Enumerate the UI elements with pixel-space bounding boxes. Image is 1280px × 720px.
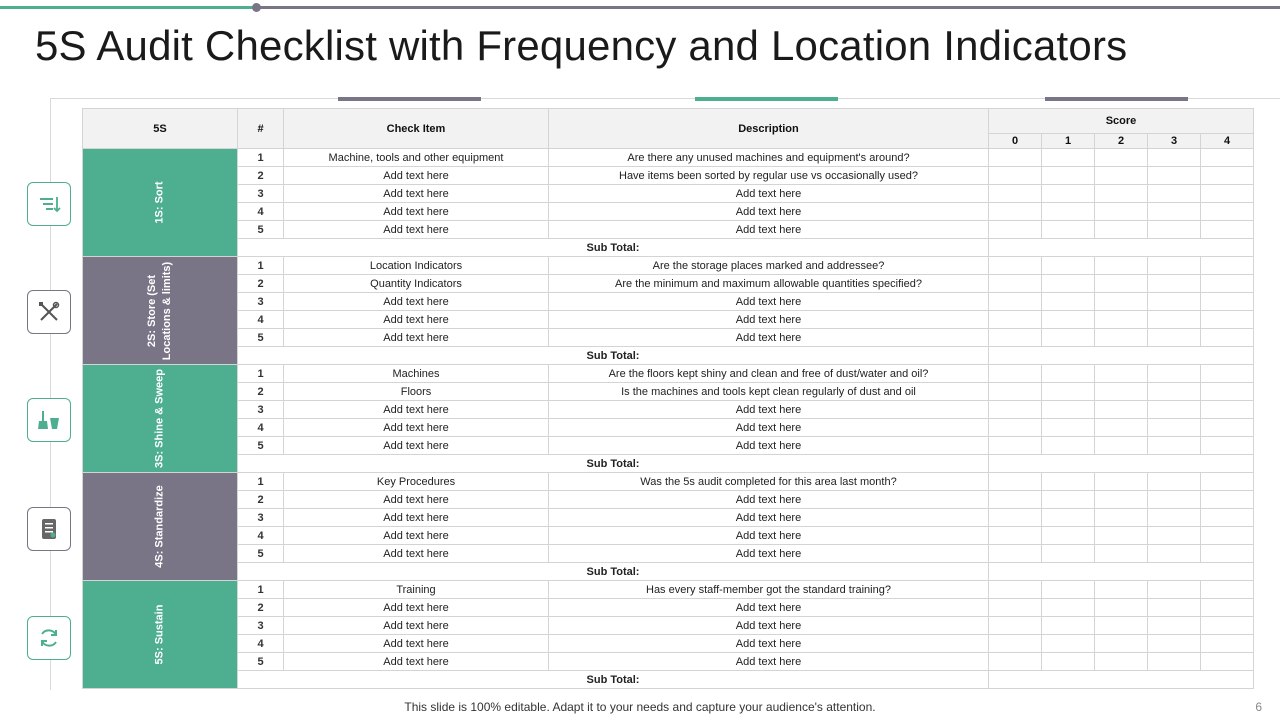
score-cell[interactable] <box>989 149 1042 167</box>
section-label-cell <box>83 257 238 365</box>
row-number: 5 <box>238 437 284 455</box>
table-row <box>83 653 1254 671</box>
score-cell[interactable] <box>1042 509 1095 527</box>
score-level: 4 <box>1201 134 1254 149</box>
table-row <box>83 275 1254 293</box>
check-item-cell[interactable]: Add text here <box>284 293 549 311</box>
score-cell[interactable] <box>1201 599 1254 617</box>
score-cell[interactable] <box>1095 293 1148 311</box>
score-cell[interactable] <box>1148 149 1201 167</box>
score-cell[interactable] <box>1095 419 1148 437</box>
score-cell[interactable] <box>1148 383 1201 401</box>
score-cell[interactable] <box>1148 509 1201 527</box>
description-cell[interactable]: Add text here <box>549 329 989 347</box>
row-number: 1 <box>238 473 284 491</box>
check-item-cell[interactable]: Add text here <box>284 167 549 185</box>
subtotal-label: Sub Total: <box>238 455 989 473</box>
score-cell[interactable] <box>1201 383 1254 401</box>
row-number: 3 <box>238 185 284 203</box>
score-cell[interactable] <box>1042 311 1095 329</box>
table-row <box>83 473 1254 491</box>
score-cell[interactable] <box>1042 437 1095 455</box>
score-cell[interactable] <box>1095 149 1148 167</box>
description-cell[interactable]: Add text here <box>549 185 989 203</box>
table-row <box>83 617 1254 635</box>
subtotal-label: Sub Total: <box>238 239 989 257</box>
score-cell[interactable] <box>1201 653 1254 671</box>
score-cell[interactable] <box>1201 221 1254 239</box>
score-cell[interactable] <box>1201 149 1254 167</box>
check-item-cell[interactable]: Add text here <box>284 437 549 455</box>
check-item-cell[interactable]: Add text here <box>284 329 549 347</box>
score-cell[interactable] <box>1042 329 1095 347</box>
header-row <box>83 109 1254 134</box>
score-cell[interactable] <box>1201 185 1254 203</box>
score-cell[interactable] <box>1042 599 1095 617</box>
score-cell[interactable] <box>989 545 1042 563</box>
check-item-cell[interactable]: Add text here <box>284 635 549 653</box>
table-row <box>83 221 1254 239</box>
score-cell[interactable] <box>1201 635 1254 653</box>
row-number: 2 <box>238 383 284 401</box>
score-cell[interactable] <box>1042 635 1095 653</box>
score-cell[interactable] <box>1148 257 1201 275</box>
subtotal-row <box>83 455 1254 473</box>
row-number: 5 <box>238 221 284 239</box>
document-icon-glyph <box>36 516 62 542</box>
score-cell[interactable] <box>1201 617 1254 635</box>
score-cell[interactable] <box>1095 437 1148 455</box>
section-label-cell <box>83 149 238 257</box>
score-cell[interactable] <box>1148 527 1201 545</box>
sort-icon-glyph <box>36 191 62 217</box>
subtotal-row <box>83 239 1254 257</box>
score-cell[interactable] <box>989 491 1042 509</box>
check-item-cell[interactable]: Quantity Indicators <box>284 275 549 293</box>
check-item-cell[interactable]: Key Procedures <box>284 473 549 491</box>
score-cell[interactable] <box>1095 581 1148 599</box>
table-row <box>83 635 1254 653</box>
table-row <box>83 437 1254 455</box>
score-cell[interactable] <box>989 257 1042 275</box>
score-cell[interactable] <box>1095 491 1148 509</box>
section-label: 1S: Sort <box>153 181 166 224</box>
score-cell[interactable] <box>989 383 1042 401</box>
score-cell[interactable] <box>1095 365 1148 383</box>
subtotal-value[interactable] <box>989 347 1254 365</box>
description-cell[interactable]: Add text here <box>549 401 989 419</box>
score-cell[interactable] <box>1095 329 1148 347</box>
score-cell[interactable] <box>1042 167 1095 185</box>
header-description: Description <box>549 109 989 149</box>
score-cell[interactable] <box>1148 401 1201 419</box>
subtotal-value[interactable] <box>989 239 1254 257</box>
score-cell[interactable] <box>989 311 1042 329</box>
row-number: 5 <box>238 545 284 563</box>
score-cell[interactable] <box>1148 581 1201 599</box>
score-cell[interactable] <box>1201 545 1254 563</box>
score-cell[interactable] <box>1201 401 1254 419</box>
score-cell[interactable] <box>1148 185 1201 203</box>
table-row <box>83 257 1254 275</box>
check-item-cell[interactable]: Floors <box>284 383 549 401</box>
row-number: 3 <box>238 293 284 311</box>
row-number: 5 <box>238 329 284 347</box>
score-cell[interactable] <box>1095 545 1148 563</box>
description-cell[interactable]: Add text here <box>549 311 989 329</box>
table-row <box>83 581 1254 599</box>
check-item-cell[interactable]: Add text here <box>284 419 549 437</box>
check-item-cell[interactable]: Training <box>284 581 549 599</box>
score-cell[interactable] <box>1042 293 1095 311</box>
row-number: 3 <box>238 617 284 635</box>
score-cell[interactable] <box>1148 473 1201 491</box>
score-cell[interactable] <box>1148 203 1201 221</box>
score-cell[interactable] <box>1201 581 1254 599</box>
score-cell[interactable] <box>989 419 1042 437</box>
score-cell[interactable] <box>1095 473 1148 491</box>
audit-checklist-table <box>82 108 1254 689</box>
row-number: 1 <box>238 581 284 599</box>
description-cell[interactable]: Add text here <box>549 203 989 221</box>
score-cell[interactable] <box>1095 401 1148 419</box>
description-cell[interactable]: Are the floors kept shiny and clean and free of dust/water and oil? <box>549 365 989 383</box>
row-number: 4 <box>238 311 284 329</box>
check-item-cell[interactable]: Add text here <box>284 527 549 545</box>
score-level: 0 <box>989 134 1042 149</box>
description-cell[interactable]: Was the 5s audit completed for this area last month? <box>549 473 989 491</box>
description-cell[interactable]: Add text here <box>549 509 989 527</box>
score-cell[interactable] <box>989 275 1042 293</box>
score-cell[interactable] <box>989 653 1042 671</box>
section-label: 4S: Standardize <box>153 485 166 568</box>
score-cell[interactable] <box>1042 275 1095 293</box>
score-cell[interactable] <box>1095 311 1148 329</box>
row-number: 4 <box>238 527 284 545</box>
score-cell[interactable] <box>989 185 1042 203</box>
section-label-cell <box>83 365 238 473</box>
score-cell[interactable] <box>1148 617 1201 635</box>
table-row <box>83 419 1254 437</box>
table-row <box>83 185 1254 203</box>
row-number: 5 <box>238 653 284 671</box>
score-cell[interactable] <box>1148 635 1201 653</box>
score-cell[interactable] <box>989 473 1042 491</box>
refresh-icon[interactable] <box>27 616 71 660</box>
score-cell[interactable] <box>1095 383 1148 401</box>
score-cell[interactable] <box>1042 203 1095 221</box>
table-row <box>83 383 1254 401</box>
score-cell[interactable] <box>1201 437 1254 455</box>
check-item-cell[interactable]: Add text here <box>284 617 549 635</box>
score-cell[interactable] <box>1042 383 1095 401</box>
section-label: 2S: Store (Set Locations & limits) <box>146 261 173 360</box>
table-row <box>83 149 1254 167</box>
row-number: 2 <box>238 167 284 185</box>
score-cell[interactable] <box>989 527 1042 545</box>
score-cell[interactable] <box>1095 653 1148 671</box>
score-cell[interactable] <box>1201 203 1254 221</box>
table-row <box>83 167 1254 185</box>
top-accent-dot <box>252 3 261 12</box>
score-cell[interactable] <box>1042 257 1095 275</box>
section-label-cell <box>83 581 238 689</box>
score-cell[interactable] <box>989 221 1042 239</box>
subtotal-row <box>83 347 1254 365</box>
row-number: 1 <box>238 257 284 275</box>
slide-title: 5S Audit Checklist with Frequency and Location Indicators <box>35 22 1128 69</box>
check-item-cell[interactable]: Add text here <box>284 401 549 419</box>
score-cell[interactable] <box>1095 167 1148 185</box>
header-num: # <box>238 109 284 149</box>
score-cell[interactable] <box>1042 221 1095 239</box>
score-cell[interactable] <box>1095 527 1148 545</box>
section-label: 5S: Sustain <box>153 604 166 665</box>
score-cell[interactable] <box>1148 437 1201 455</box>
row-number: 2 <box>238 599 284 617</box>
subtotal-label: Sub Total: <box>238 347 989 365</box>
section-label: 3S: Shine & Sweep <box>153 368 166 469</box>
subtotal-value[interactable] <box>989 563 1254 581</box>
score-cell[interactable] <box>1095 203 1148 221</box>
tools-icon-glyph <box>36 299 62 325</box>
score-level: 1 <box>1042 134 1095 149</box>
subtotal-row <box>83 671 1254 689</box>
score-cell[interactable] <box>1095 617 1148 635</box>
subtotal-value[interactable] <box>989 671 1254 689</box>
score-cell[interactable] <box>1148 293 1201 311</box>
table-row <box>83 293 1254 311</box>
score-cell[interactable] <box>989 293 1042 311</box>
description-cell[interactable]: Add text here <box>549 653 989 671</box>
score-cell[interactable] <box>1148 545 1201 563</box>
audit-table-body <box>83 149 1254 689</box>
description-cell[interactable]: Add text here <box>549 635 989 653</box>
score-cell[interactable] <box>1148 491 1201 509</box>
score-cell[interactable] <box>1201 365 1254 383</box>
score-cell[interactable] <box>989 617 1042 635</box>
description-cell[interactable]: Add text here <box>549 491 989 509</box>
document-icon[interactable] <box>27 507 71 551</box>
score-cell[interactable] <box>1042 401 1095 419</box>
score-cell[interactable] <box>989 635 1042 653</box>
row-number: 1 <box>238 365 284 383</box>
score-cell[interactable] <box>1201 509 1254 527</box>
table-row <box>83 365 1254 383</box>
score-level: 2 <box>1095 134 1148 149</box>
score-cell[interactable] <box>989 581 1042 599</box>
description-cell[interactable]: Are there any unused machines and equipment's around? <box>549 149 989 167</box>
description-cell[interactable]: Add text here <box>549 617 989 635</box>
score-cell[interactable] <box>1042 653 1095 671</box>
check-item-cell[interactable]: Location Indicators <box>284 257 549 275</box>
table-row <box>83 329 1254 347</box>
description-cell[interactable]: Are the minimum and maximum allowable quantities specified? <box>549 275 989 293</box>
row-number: 3 <box>238 401 284 419</box>
score-cell[interactable] <box>1042 527 1095 545</box>
check-item-cell[interactable]: Add text here <box>284 185 549 203</box>
table-row <box>83 311 1254 329</box>
score-cell[interactable] <box>1148 311 1201 329</box>
score-cell[interactable] <box>1148 275 1201 293</box>
score-level: 3 <box>1148 134 1201 149</box>
score-cell[interactable] <box>1042 419 1095 437</box>
score-cell[interactable] <box>989 509 1042 527</box>
table-row <box>83 509 1254 527</box>
check-item-cell[interactable]: Add text here <box>284 221 549 239</box>
score-cell[interactable] <box>1095 509 1148 527</box>
check-item-cell[interactable]: Machine, tools and other equipment <box>284 149 549 167</box>
cleaning-icon-glyph <box>36 407 62 433</box>
score-cell[interactable] <box>1042 185 1095 203</box>
description-cell[interactable]: Is the machines and tools kept clean regularly of dust and oil <box>549 383 989 401</box>
check-item-cell[interactable]: Add text here <box>284 653 549 671</box>
score-cell[interactable] <box>1095 635 1148 653</box>
score-cell[interactable] <box>1095 599 1148 617</box>
score-cell[interactable] <box>989 203 1042 221</box>
score-cell[interactable] <box>989 329 1042 347</box>
description-cell[interactable]: Add text here <box>549 437 989 455</box>
score-cell[interactable] <box>1201 419 1254 437</box>
tools-icon[interactable] <box>27 290 71 334</box>
description-cell[interactable]: Add text here <box>549 293 989 311</box>
check-item-cell[interactable]: Add text here <box>284 491 549 509</box>
row-number: 2 <box>238 275 284 293</box>
score-cell[interactable] <box>989 437 1042 455</box>
frame-accent-3 <box>1045 97 1188 101</box>
score-cell[interactable] <box>1095 275 1148 293</box>
check-item-cell[interactable]: Add text here <box>284 545 549 563</box>
score-cell[interactable] <box>1201 311 1254 329</box>
score-cell[interactable] <box>1201 257 1254 275</box>
description-cell[interactable]: Has every staff-member got the standard training? <box>549 581 989 599</box>
check-item-cell[interactable]: Add text here <box>284 203 549 221</box>
page-number: 6 <box>1255 700 1262 714</box>
description-cell[interactable]: Add text here <box>549 599 989 617</box>
score-cell[interactable] <box>989 599 1042 617</box>
score-cell[interactable] <box>1042 545 1095 563</box>
score-cell[interactable] <box>1042 473 1095 491</box>
score-cell[interactable] <box>1042 491 1095 509</box>
description-cell[interactable]: Are the storage places marked and addressee? <box>549 257 989 275</box>
score-cell[interactable] <box>1095 185 1148 203</box>
table-row <box>83 545 1254 563</box>
table-row <box>83 527 1254 545</box>
check-item-cell[interactable]: Machines <box>284 365 549 383</box>
score-cell[interactable] <box>989 401 1042 419</box>
row-number: 4 <box>238 203 284 221</box>
check-item-cell[interactable]: Add text here <box>284 509 549 527</box>
description-cell[interactable]: Add text here <box>549 221 989 239</box>
score-cell[interactable] <box>1042 365 1095 383</box>
subtotal-label: Sub Total: <box>238 563 989 581</box>
score-cell[interactable] <box>1148 167 1201 185</box>
description-cell[interactable]: Add text here <box>549 545 989 563</box>
score-cell[interactable] <box>1148 419 1201 437</box>
score-cell[interactable] <box>1095 221 1148 239</box>
header-5s: 5S <box>83 109 238 149</box>
header-score: Score <box>989 109 1254 134</box>
row-number: 4 <box>238 635 284 653</box>
table-row <box>83 491 1254 509</box>
score-cell[interactable] <box>1148 365 1201 383</box>
top-accent-bar-green <box>0 6 256 9</box>
score-cell[interactable] <box>1201 167 1254 185</box>
score-cell[interactable] <box>989 167 1042 185</box>
refresh-icon-glyph <box>36 625 62 651</box>
description-cell[interactable]: Add text here <box>549 527 989 545</box>
table-row <box>83 599 1254 617</box>
frame-accent-1 <box>338 97 481 101</box>
subtotal-row <box>83 563 1254 581</box>
description-cell[interactable]: Add text here <box>549 419 989 437</box>
footer-note: This slide is 100% editable. Adapt it to your needs and capture your audience's attention. <box>404 700 876 714</box>
score-cell[interactable] <box>1201 491 1254 509</box>
subtotal-label: Sub Total: <box>238 671 989 689</box>
check-item-cell[interactable]: Add text here <box>284 599 549 617</box>
top-accent-bar-gray <box>256 6 1280 9</box>
score-cell[interactable] <box>1201 293 1254 311</box>
score-cell[interactable] <box>1042 581 1095 599</box>
cleaning-icon[interactable] <box>27 398 71 442</box>
score-cell[interactable] <box>1201 275 1254 293</box>
row-number: 4 <box>238 419 284 437</box>
description-cell[interactable]: Have items been sorted by regular use vs occasionally used? <box>549 167 989 185</box>
score-cell[interactable] <box>1201 329 1254 347</box>
score-cell[interactable] <box>1042 617 1095 635</box>
score-cell[interactable] <box>1148 599 1201 617</box>
score-cell[interactable] <box>1201 527 1254 545</box>
check-item-cell[interactable]: Add text here <box>284 311 549 329</box>
row-number: 2 <box>238 491 284 509</box>
score-cell[interactable] <box>1148 221 1201 239</box>
score-cell[interactable] <box>1148 653 1201 671</box>
score-cell[interactable] <box>989 365 1042 383</box>
score-cell[interactable] <box>1148 329 1201 347</box>
section-label-cell <box>83 473 238 581</box>
score-cell[interactable] <box>1201 473 1254 491</box>
table-row <box>83 203 1254 221</box>
row-number: 3 <box>238 509 284 527</box>
table-row <box>83 401 1254 419</box>
sort-icon[interactable] <box>27 182 71 226</box>
score-cell[interactable] <box>1095 257 1148 275</box>
header-check-item: Check Item <box>284 109 549 149</box>
row-number: 1 <box>238 149 284 167</box>
frame-accent-2 <box>695 97 838 101</box>
subtotal-value[interactable] <box>989 455 1254 473</box>
score-cell[interactable] <box>1042 149 1095 167</box>
